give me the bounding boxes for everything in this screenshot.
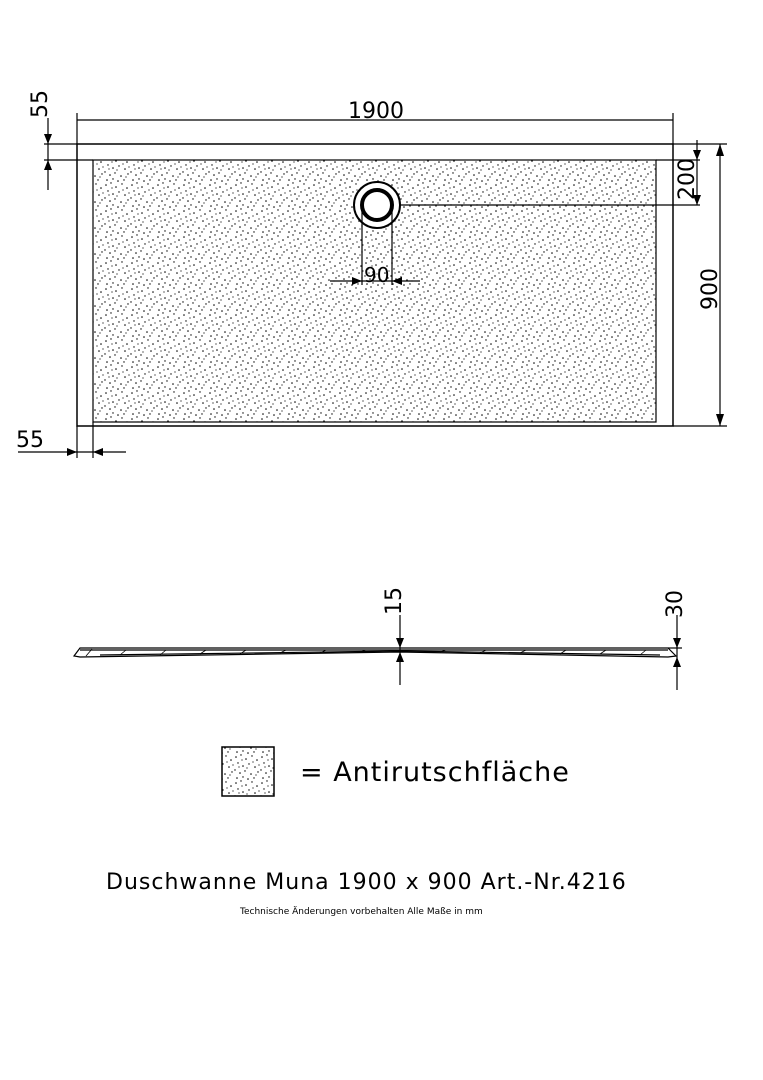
dimension-rim-top-label: 55: [28, 90, 53, 118]
dimension-drain-offset-label: 200: [675, 158, 700, 200]
disclaimer-note: Technische Änderungen vorbehalten Alle Maße in mm: [240, 907, 483, 917]
dimension-rim-left-label: 55: [16, 428, 44, 453]
side-profile: [74, 648, 676, 657]
side-view: [74, 648, 676, 657]
product-title: Duschwanne Muna 1900 x 900 Art.-Nr.4216: [106, 870, 627, 895]
legend-antislip-swatch: [222, 747, 274, 796]
drain-inner-ring: [362, 190, 392, 220]
dimension-rim-top: [44, 118, 93, 190]
legend-label: = Antirutschfläche: [300, 757, 570, 788]
dimension-drain-diameter-label: 90: [364, 263, 390, 287]
dimension-width-label: 1900: [348, 99, 404, 124]
dimension-drain-height-label: 15: [382, 587, 407, 615]
dimension-tray-height-label: 30: [663, 590, 688, 618]
dimension-depth-label: 900: [698, 268, 723, 310]
